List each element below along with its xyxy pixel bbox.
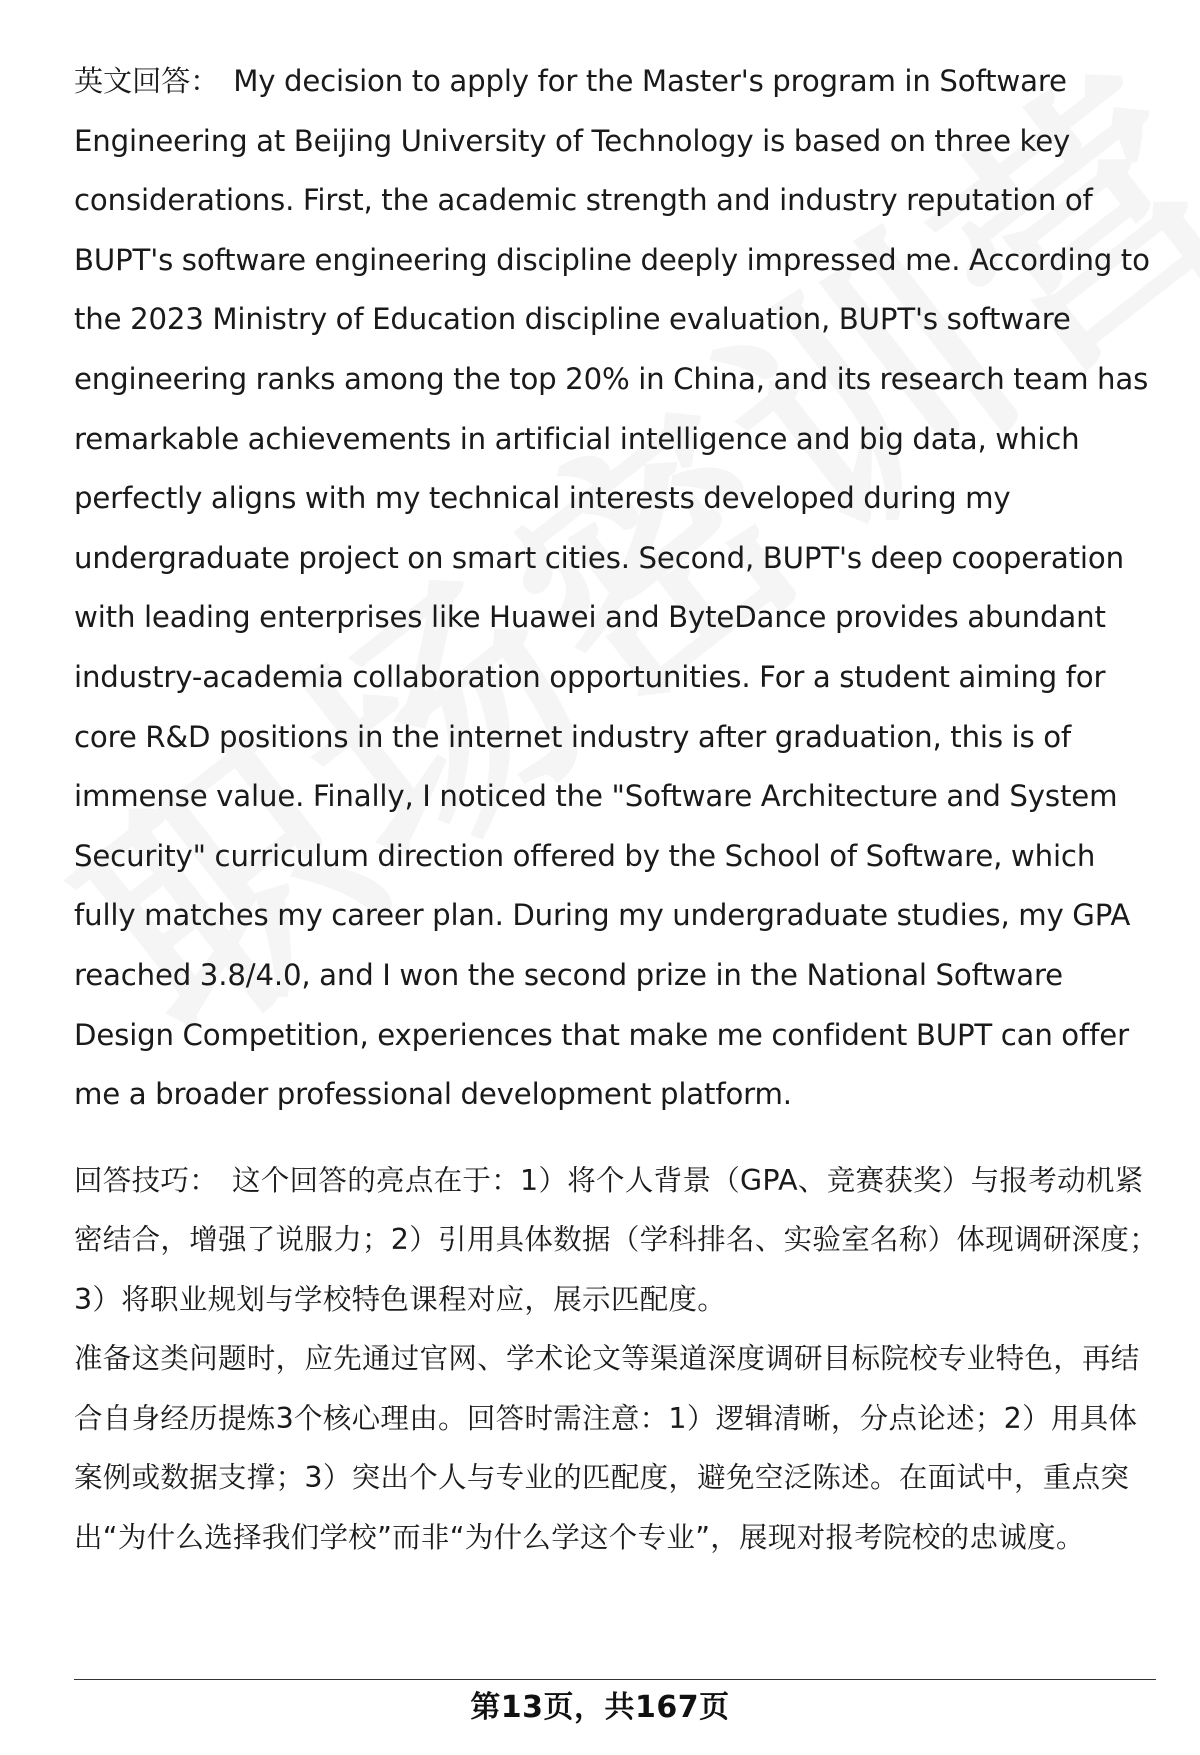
english-answer-label: 英文回答： xyxy=(74,64,220,98)
english-answer-text: My decision to apply for the Master's program in Software Engineering at Beijing University of Technology is based on three key considerations. First, the academic strength and industry reputation of BUPT's software engineering discipline deeply impressed me. According to the 2023 Ministry of Education discipline evaluation, BUPT's software engineering ranks among the top 20% in China, and its research team has remarkable achievements in artificial intelligence and big data, which perfectly aligns with my technical interests developed during my undergraduate project on smart cities. Second, BUPT's deep cooperation with leading enterprises like Huawei and ByteDance provides abundant industry-academia collaboration opportunities. For a student aiming for core R&D positions in the internet industry after graduation, this is of immense value. Finally, I noticed the "Software Architecture and System Security" curriculum direction offered by the School of Software, which fully matches my career plan. During my undergraduate studies, my GPA reached 3.8/4.0, and I won the second prize in the National Software Design Competition, experiences that make me confident BUPT can offer me a broader professional development platform. xyxy=(74,64,1150,1112)
tips-text: 这个回答的亮点在于：1）将个人背景（GPA、竞赛获奖）与报考动机紧密结合，增强了说服力；2）引用具体数据（学科排名、实验室名称）体现调研深度；3）将职业规划与学校特色课程对应，展示匹配度。 xyxy=(74,1163,1159,1316)
english-answer-paragraph xyxy=(74,52,1164,1125)
tips-paragraph xyxy=(74,1151,1164,1330)
page-number: 第13页，共167页 xyxy=(470,1690,730,1725)
document-body xyxy=(74,52,1164,1567)
paragraph-gap xyxy=(74,1125,1164,1151)
footer-divider xyxy=(74,1679,1156,1680)
tips-paragraph-2 xyxy=(74,1329,1164,1567)
tips-text-2: 准备这类问题时，应先通过官网、学术论文等渠道深度调研目标院校专业特色，再结合自身经历提炼3个核心理由。回答时需注意：1）逻辑清晰，分点论述；2）用具体案例或数据支撑；3）突出个人与专业的匹配度，避免空泛陈述。在面试中，重点突出“为什么选择我们学校”而非“为什么学这个专业”，展现对报考院校的忠诚度。 xyxy=(74,1342,1140,1554)
tips-label: 回答技巧： xyxy=(74,1163,219,1197)
